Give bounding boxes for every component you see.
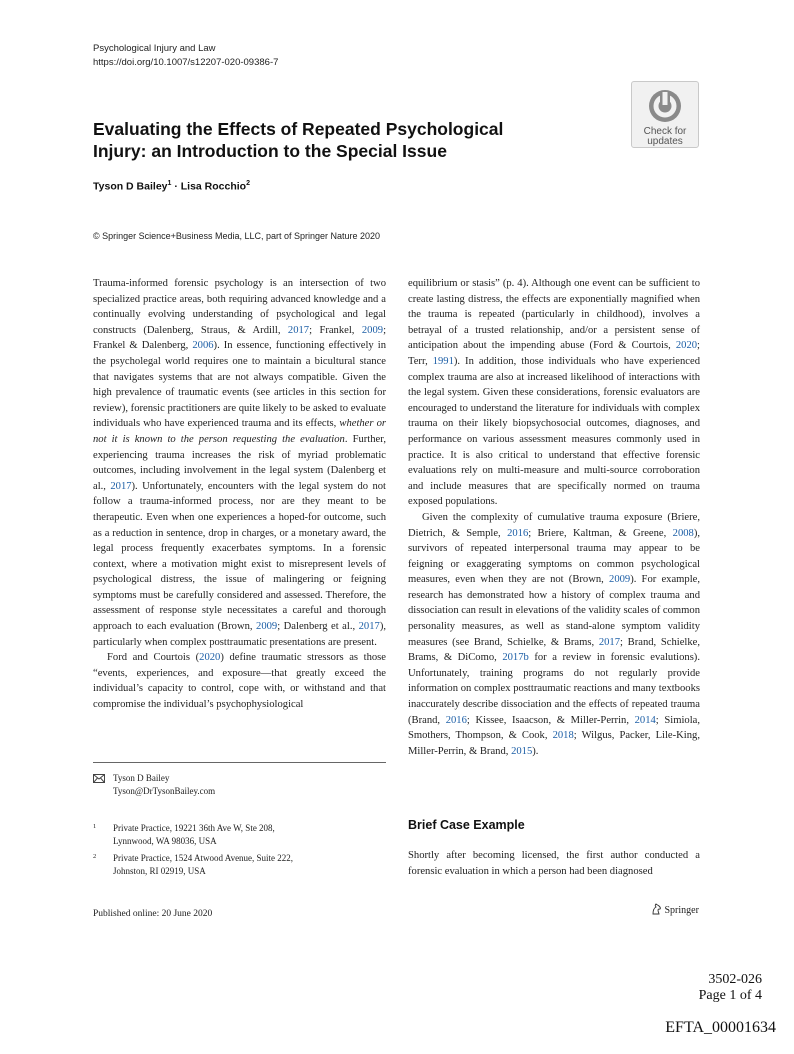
corresp-email[interactable]: Tyson@DrTysonBailey.com bbox=[113, 786, 216, 796]
citation-link[interactable]: 2009 bbox=[256, 621, 278, 633]
body-column-right bbox=[408, 276, 700, 759]
citation-link[interactable]: 2020 bbox=[675, 340, 698, 352]
affil-line: Private Practice, 1524 Atwood Avenue, Suite 222, bbox=[113, 853, 294, 863]
text: for a review in forensic evalutions). Unfortunately, training programs do not regularly provide information on complex posttraumatic reactions and many textbooks inaccurately describe dissociation and the effects of repeated trauma (Brand, bbox=[408, 652, 700, 726]
journal-header bbox=[93, 42, 278, 70]
body-column-right-lower bbox=[408, 848, 700, 879]
author-1-affil: 1 bbox=[167, 180, 172, 187]
section-heading: Brief Case Example bbox=[408, 818, 525, 832]
text: ). In addition, those individuals who have experienced complex trauma are also at increased likelihood of interactions with the legal system. Given these considerations, forensic evaluators are encouraged to understand the literature for individuals with complex trauma on their likely biopsychosocial outcomes, diagnoses, and performance on various assessment measures commonly used in practice. It is also critical to understand that effective forensic evaluations rely on multi-measure and multi-source corroboration and include measures that are specifically normed on trauma exposed populations. bbox=[408, 355, 700, 508]
affiliation-2 bbox=[93, 852, 293, 878]
text: ; Terr, bbox=[408, 340, 700, 367]
citation-link[interactable]: 2020 bbox=[199, 652, 221, 664]
text: ; Frankel, bbox=[309, 324, 362, 336]
badge-line-2: updates bbox=[647, 136, 683, 147]
citation-link[interactable]: 2016 bbox=[445, 714, 467, 726]
text: Given the complexity of cumulative trauma exposure (Briere, Dietrich, & Semple, bbox=[408, 511, 700, 539]
springer-horse-icon bbox=[651, 903, 662, 915]
citation-link[interactable]: 2008 bbox=[672, 527, 694, 539]
body-column-left bbox=[93, 276, 386, 713]
text: ; Simiola, Smothers, Thompson, & Cook, bbox=[408, 714, 700, 742]
citation-link[interactable]: 2015 bbox=[511, 745, 533, 757]
paragraph-2-continued bbox=[408, 276, 700, 510]
text: ) define traumatic stressors as those “events, experiences, and exposure—that greatly exceed the individual’s capacity to control, cope with, or withstand and that compromise the individual’s psychophysiological bbox=[93, 652, 386, 711]
citation-link[interactable]: 2018 bbox=[552, 730, 574, 742]
title-line-1: Evaluating the Effects of Repeated Psychological bbox=[93, 119, 504, 139]
text: ; Wilgus, Packer, Lile-King, Miller-Perrin, & Brand, bbox=[408, 730, 700, 757]
check-for-updates-icon bbox=[647, 88, 683, 124]
corresponding-author bbox=[93, 772, 215, 798]
affil-line: Private Practice, 19221 36th Ave W, Ste 208, bbox=[113, 823, 275, 833]
badge-line-1: Check for bbox=[643, 126, 687, 137]
affil-number: 1 bbox=[93, 823, 97, 830]
citation-link[interactable]: 2017 bbox=[287, 324, 310, 336]
affil-number: 2 bbox=[93, 853, 97, 860]
document-id: EFTA_00001634 bbox=[665, 1019, 776, 1036]
badge-label bbox=[632, 127, 698, 147]
citation-link[interactable]: 2006 bbox=[192, 340, 214, 352]
corresp-name: Tyson D Bailey bbox=[113, 773, 170, 783]
citation-link[interactable]: 2017 bbox=[358, 621, 380, 633]
citation-link[interactable]: 2009 bbox=[361, 324, 384, 336]
text: ), survivors of repeated interpersonal trauma may appear to be feigning or exaggerating symptoms on common psychological measures, even when they are not (Brown, bbox=[408, 527, 701, 586]
published-date: Published online: 20 June 2020 bbox=[93, 909, 213, 919]
paragraph-2 bbox=[93, 650, 386, 712]
text: ; Briere, Kaltman, & Greene, bbox=[528, 527, 673, 539]
text: ; Frankel & Dalenberg, bbox=[93, 324, 387, 352]
page-count: Page 1 of 4 bbox=[698, 988, 762, 1003]
text: ; Dalenberg et al., bbox=[277, 621, 359, 633]
paragraph-3 bbox=[408, 510, 700, 760]
text: Trauma-informed forensic psychology is an intersection of two specialized practice areas, both requiring advanced knowledge and a continually evolving understanding of psychological and legal constructs (Dalenberg, Straus, & Ardill, bbox=[93, 278, 386, 336]
journal-name: Psychological Injury and Law bbox=[93, 43, 216, 54]
text: . Further, experiencing trauma increases the risk of myriad problematic outcomes, including involvement in the legal system (Dalenberg et al., bbox=[93, 433, 386, 492]
citation-link[interactable]: 2017 bbox=[598, 636, 621, 648]
citation-link[interactable]: 2016 bbox=[507, 527, 529, 539]
affil-line: Johnston, RI 02919, USA bbox=[113, 866, 206, 876]
author-1[interactable]: Tyson D Bailey bbox=[93, 180, 168, 193]
page-code: 3502-026 bbox=[708, 972, 762, 987]
article-title bbox=[93, 118, 543, 162]
author-separator: · bbox=[171, 180, 181, 193]
text: Ford and Courtois ( bbox=[107, 652, 200, 664]
citation-link[interactable]: 2017b bbox=[502, 652, 529, 664]
text: ), particularly when complex posttraumatic presentations are present. bbox=[93, 621, 386, 648]
paragraph-4: Shortly after becoming licensed, the first author conducted a forensic evaluation in which a person had been diagnosed bbox=[408, 850, 700, 877]
springer-wordmark: Springer bbox=[664, 905, 699, 916]
springer-logo bbox=[651, 903, 699, 916]
copyright-line: © Springer Science+Business Media, LLC, part of Springer Nature 2020 bbox=[93, 231, 381, 241]
emphasis-text: whether or not it is known to the person requesting the evaluation bbox=[93, 418, 386, 445]
citation-link[interactable]: 2014 bbox=[634, 714, 656, 726]
author-list bbox=[93, 180, 250, 193]
affiliation-1 bbox=[93, 822, 275, 848]
envelope-icon bbox=[93, 774, 105, 783]
text: ). In essence, functioning effectively in the psycholegal world requires one to maintain a bicultural stance that navigates systems that are not always compatible. Given the high prevalence of traumatic events (see articles in this section for review), forensic practitioners are quite likely to be asked to evaluate individuals who have experienced trauma and its effects, bbox=[93, 340, 387, 430]
text: ; Kissee, Isaacson, & Miller-Perrin, bbox=[466, 714, 635, 726]
author-2-affil: 2 bbox=[246, 180, 251, 187]
footnote-divider bbox=[93, 762, 386, 763]
doi-link[interactable]: https://doi.org/10.1007/s12207-020-09386-7 bbox=[93, 57, 279, 68]
text: ). bbox=[532, 745, 539, 757]
paragraph-1 bbox=[93, 276, 386, 650]
citation-link[interactable]: 2009 bbox=[609, 574, 631, 586]
page-reference bbox=[699, 972, 762, 1004]
text: ). For example, research has demonstrated how a history of complex trauma and dissociation can result in elevations of the validity scales of common personality measures, as well as stand-alone symptom validity measures (see Brand, Schielke, & Brams, bbox=[408, 574, 700, 648]
text: ). Unfortunately, encounters with the legal system do not follow a trauma-informed process, nor are they meant to be therapeutic. Even when one experiences a hoped-for outcome, such as a reduction in sentence, drop in charges, or a monetary award, the legal process frequently exacerbates symptoms. In a forensic context, where a motivation might exist to misrepresent levels of psychological distress, the issue of malingering or feigning symptoms must be carefully considered and assessed. Therefore, the assessment of response style necessitates a careful and thorough approach to each evaluation (Brown, bbox=[93, 480, 387, 633]
author-2[interactable]: Lisa Rocchio bbox=[180, 180, 247, 193]
citation-link[interactable]: 2017 bbox=[110, 480, 132, 492]
text: ; Brand, Schielke, Brams, & DiComo, bbox=[408, 636, 701, 664]
title-line-2: Injury: an Introduction to the Special Issue bbox=[93, 141, 447, 161]
check-for-updates-badge[interactable] bbox=[631, 81, 699, 148]
text: equilibrium or stasis” (p. 4). Although one event can be sufficient to create lasting distress, the effects are exponentially magnified when the trauma is repeated (particularly in childhood), involves a betrayal of a trusted relationship, and/or a persistent sense of anticipation about the impending abuse (Ford & Courtois, bbox=[408, 278, 700, 352]
citation-link[interactable]: 1991 bbox=[432, 355, 454, 367]
affil-line: Lynnwood, WA 98036, USA bbox=[113, 836, 217, 846]
